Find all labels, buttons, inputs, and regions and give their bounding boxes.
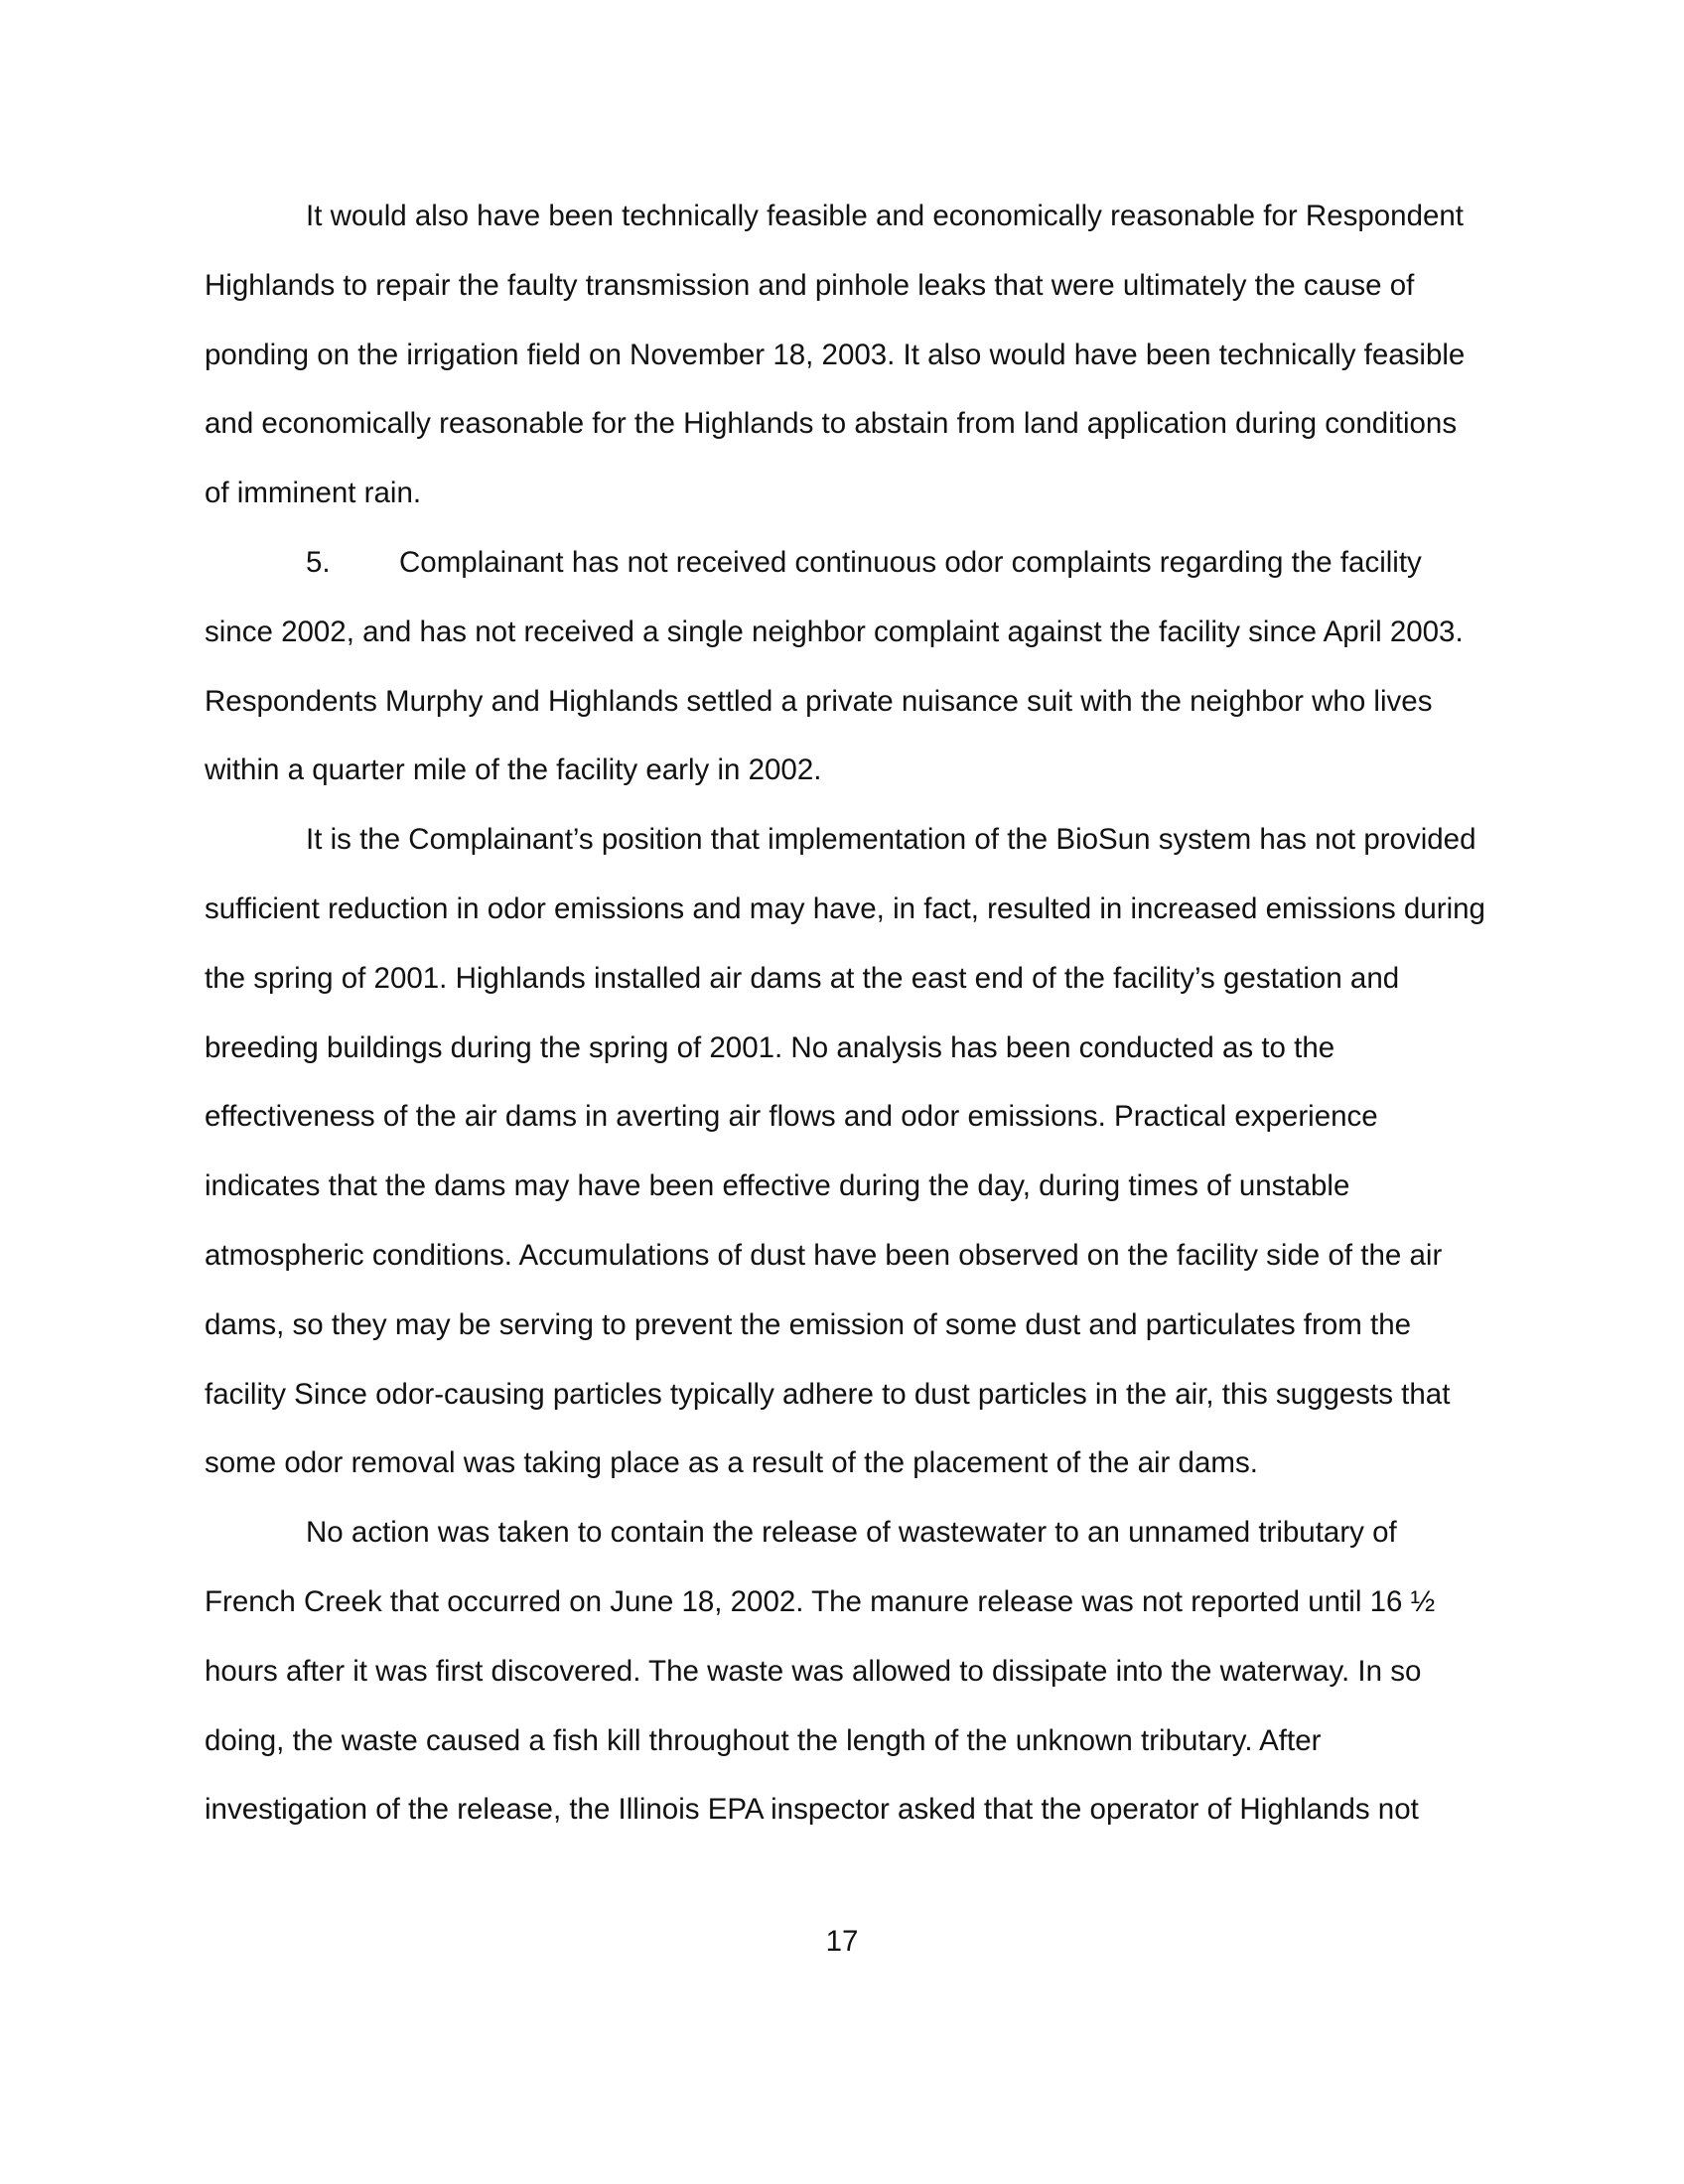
paragraph-technical-feasibility: It would also have been technically feasible and economically reasonable for Respondent Highlands to repair the faulty transmission and pinhole leaks that were ultimately the cause of ponding on the irrigation field on November 18, 2003. It also would have been technically feasible and economically reasonable for the Highlands to abstain from land application during conditions of imminent rain. xyxy=(205,200,1466,510)
page-number: 17 xyxy=(825,1925,859,1958)
paragraph-wastewater-release: No action was taken to contain the release of wastewater to an unnamed tributary of French Creek that occurred on June 18, 2002. The manure release was not reported until 16 ½ hours after it was first discovered. The waste was allowed to dissipate into the waterway. In so doing, the waste caused a fish kill throughout the length of the unknown tributary. After investigation of the release, the Illinois EPA inspector asked that the operator of Highlands not xyxy=(205,1516,1436,1827)
paragraph-odor-complaints: Complainant has not received continuous odor complaints regarding the facility since 2002, and has not received a single neighbor complaint against the facility since April 2003. Respondents Murphy and Highlands settled a private nuisance suit with the neighbor who lives within a quarter mile of the facility early in 2002. xyxy=(205,545,1464,787)
body-text xyxy=(205,182,1485,1844)
paragraph-number: 5. xyxy=(306,545,331,579)
numbered-paragraph-5 xyxy=(205,528,1485,805)
paragraph-biosun-system: It is the Complainant’s position that implementation of the BioSun system has not provided sufficient reduction in odor emissions and may have, in fact, resulted in increased emissions during the spring of 2001. Highlands installed air dams at the east end of the facility’s gestation and breeding buildings during the spring of 2001. No analysis has been conducted as to the effectiveness of the air dams in averting air flows and odor emissions. Practical experience indicates that the dams may have been effective during the day, during times of unstable atmospheric conditions. Accumulations of dust have been observed on the facility side of the air dams, so they may be serving to prevent the emission of some dust and particulates from the facility Since odor-causing particles typically adhere to dust particles in the air, this suggests that some odor removal was taking place as a result of the placement of the air dams. xyxy=(205,823,1485,1480)
